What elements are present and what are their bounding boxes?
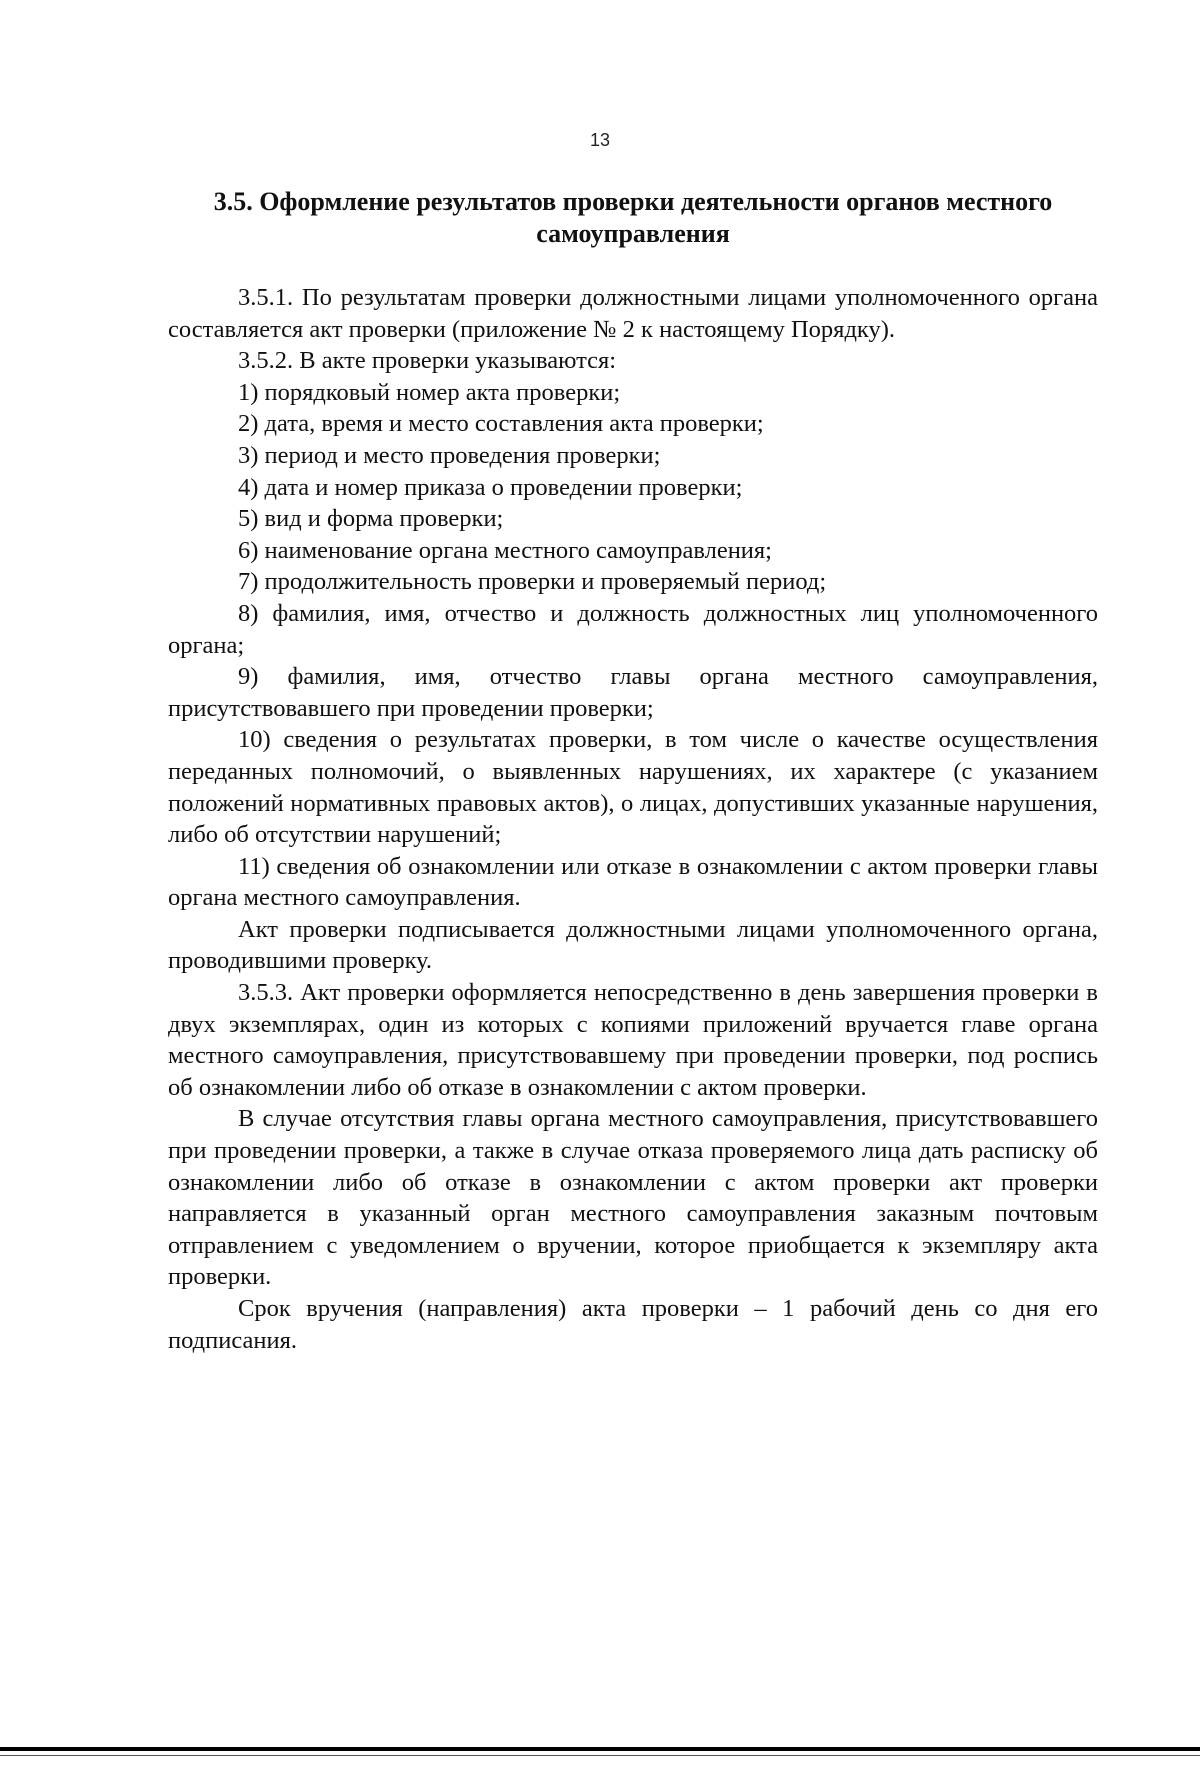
list-item: 11) сведения об ознакомлении или отказе в ознакомлении с актом проверки главы органа местного самоуправления. [168, 852, 1098, 912]
paragraph-absence: В случае отсутствия главы органа местного самоуправления, присутствовавшего при проведении проверки, а также в случае отказа проверяемого лица дать расписку об ознакомлении либо об отказе в ознакомлении с актом проверки акт проверки направляется в указанный орган местного самоуправления заказным почтовым отправлением с уведомлением о вручении, которое приобщается к экземпляру акта проверки. [168, 1105, 1098, 1291]
list-item: 10) сведения о результатах проверки, в том числе о качестве осуществления переданных полномочий, о выявленных нарушениях, их характере (с указанием положений нормативных правовых актов), о лицах, допустивших указанные нарушения, либо об отсутствии нарушений; [168, 726, 1098, 849]
footer-rule-thick [0, 1747, 1200, 1751]
list-item: 1) порядковый номер акта проверки; [238, 378, 621, 406]
paragraph-3-5-1: 3.5.1. По результатам проверки должностными лицами уполномоченного органа составляется акт проверки (приложение № 2 к настоящему Порядку). [168, 284, 1098, 343]
paragraph-deadline: Срок вручения (направления) акта проверки – 1 рабочий день со дня его подписания. [168, 1295, 1098, 1354]
document-body [168, 282, 1098, 1356]
footer-rule-thin [0, 1755, 1200, 1756]
list-item: 9) фамилия, имя, отчество главы органа местного самоуправления, присутствовавшего при проведении проверки; [168, 663, 1098, 722]
paragraph-signature: Акт проверки подписывается должностными лицами уполномоченного органа, проводившими проверку. [168, 915, 1098, 975]
list-item: 5) вид и форма проверки; [238, 505, 504, 533]
list-item: 7) продолжительность проверки и проверяемый период; [238, 568, 827, 596]
list-item: 6) наименование органа местного самоуправления; [238, 536, 772, 564]
paragraph-3-5-3: 3.5.3. Акт проверки оформляется непосредственно в день завершения проверки в двух экземплярах, один из которых с копиями приложений вручается главе органа местного самоуправления, присутствовавшему при проведении проверки, под роспись об ознакомлении либо об отказе в ознакомлении с актом проверки. [168, 979, 1098, 1101]
page-number: 13 [589, 130, 611, 150]
list-item: 3) период и место проведения проверки; [238, 441, 661, 469]
list-item: 8) фамилия, имя, отчество и должность должностных лиц уполномоченного органа; [168, 599, 1098, 659]
list-item: 4) дата и номер приказа о проведении проверки; [238, 473, 743, 501]
list-item: 2) дата, время и место составления акта проверки; [238, 410, 764, 438]
section-heading: 3.5. Оформление результатов проверки деятельности органов местного самоуправления [213, 187, 1053, 248]
paragraph-3-5-2: 3.5.2. В акте проверки указываются: [238, 347, 617, 375]
